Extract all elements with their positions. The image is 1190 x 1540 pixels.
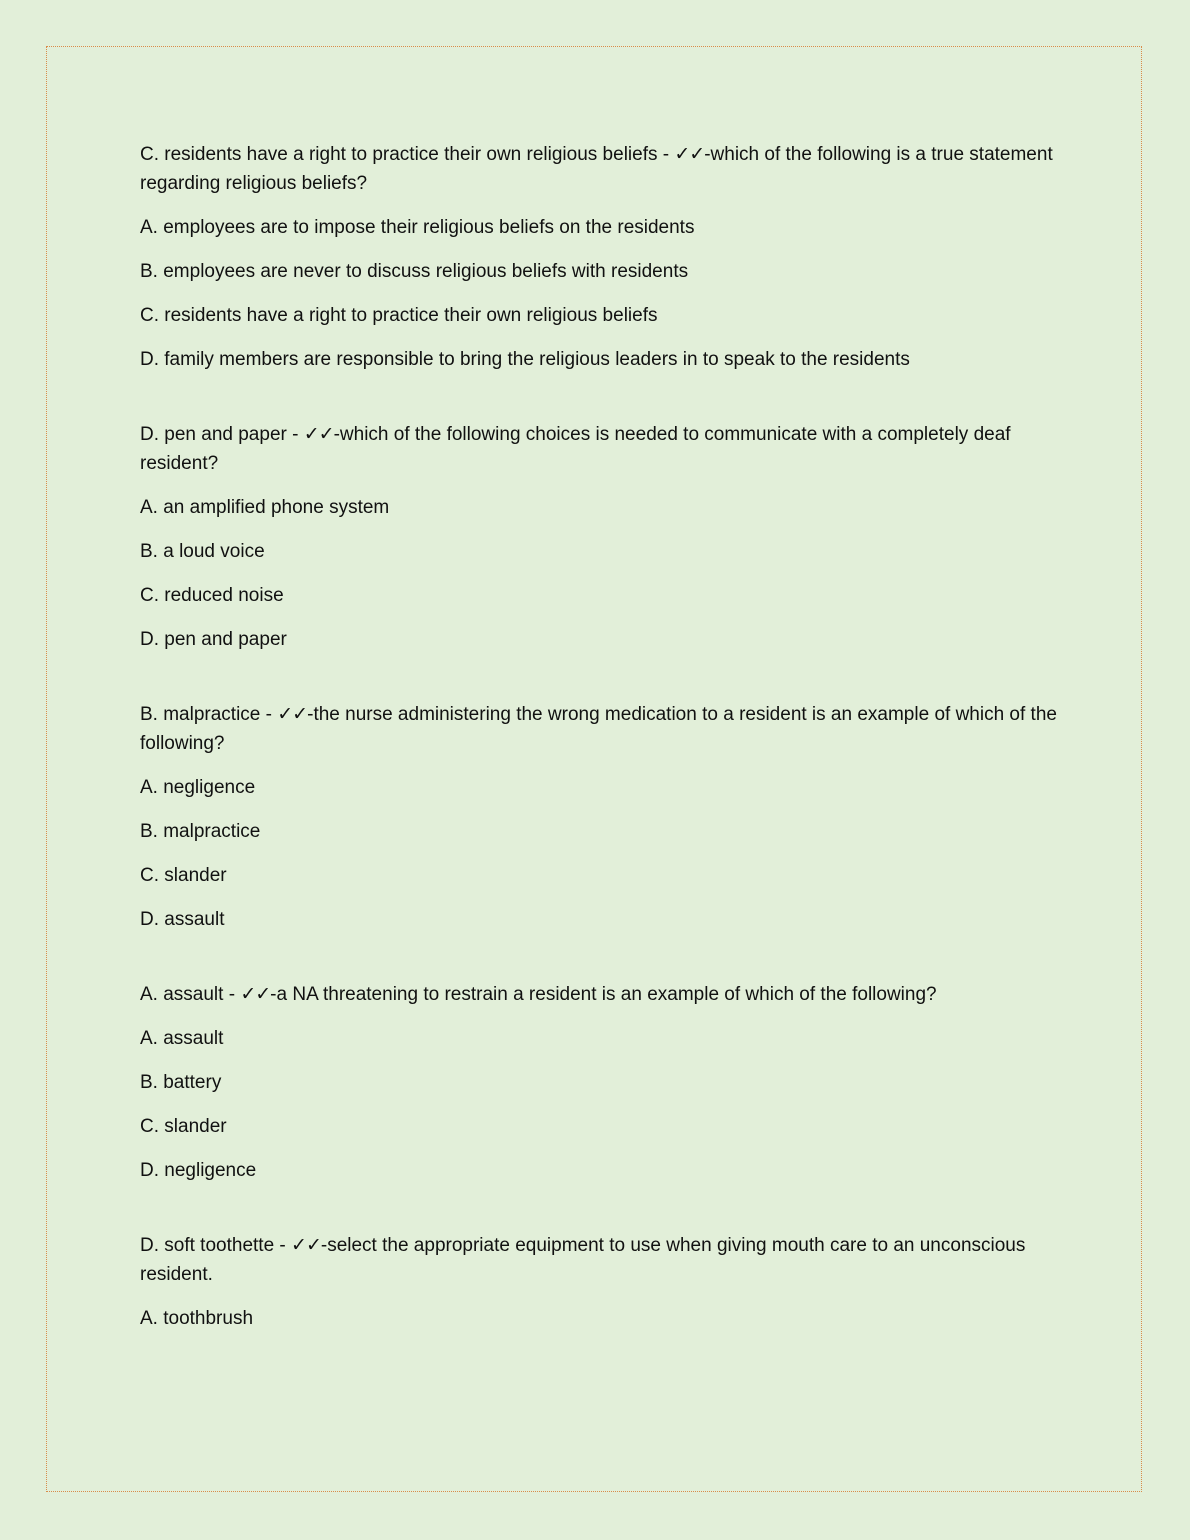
option-c: C. reduced noise: [140, 585, 284, 606]
option-b: B. malpractice: [140, 821, 261, 842]
question-line: D. pen and paper - ✓✓-which of the following choices is needed to communicate with a completely deaf resident?: [140, 424, 1011, 474]
option-c: C. slander: [140, 1116, 227, 1137]
question-line: D. soft toothette - ✓✓-select the appropriate equipment to use when giving mouth care to an unconscious resident.: [140, 1235, 1026, 1285]
answer-text: D. pen and paper: [140, 424, 287, 445]
option-b: B. employees are never to discuss religious beliefs with residents: [140, 261, 689, 282]
question-text: the nurse administering the wrong medication to a resident is an example of which of the following?: [140, 704, 1057, 754]
option-a: A. an amplified phone system: [140, 497, 390, 518]
option-a: A. toothbrush: [140, 1308, 254, 1329]
question-block: [140, 420, 1060, 654]
document-content: [140, 140, 1060, 1379]
question-text: select the appropriate equipment to use when giving mouth care to an unconscious resident.: [140, 1235, 1026, 1285]
question-text: which of the following choices is needed to communicate with a completely deaf resident?: [140, 424, 1011, 474]
question-text: a NA threatening to restrain a resident is an example of which of the following?: [276, 984, 937, 1005]
option-a: A. employees are to impose their religious beliefs on the residents: [140, 217, 695, 238]
option-c: C. residents have a right to practice their own religious beliefs: [140, 305, 658, 326]
question-line: A. assault - ✓✓-a NA threatening to restrain a resident is an example of which of the following?: [140, 984, 937, 1005]
option-c: C. slander: [140, 865, 227, 886]
double-check-icon: ✓✓: [674, 144, 705, 165]
answer-text: A. assault: [140, 984, 224, 1005]
double-check-icon: ✓✓: [277, 704, 308, 725]
option-a: A. assault: [140, 1028, 224, 1049]
question-line: C. residents have a right to practice their own religious beliefs - ✓✓-which of the following is a true statement regarding religious beliefs?: [140, 144, 1053, 194]
option-b: B. battery: [140, 1072, 222, 1093]
question-block: [140, 1231, 1060, 1333]
option-d: D. negligence: [140, 1160, 257, 1181]
question-block: [140, 140, 1060, 374]
option-b: B. a loud voice: [140, 541, 265, 562]
question-block: [140, 980, 1060, 1185]
double-check-icon: ✓✓: [303, 424, 334, 445]
answer-text: D. soft toothette: [140, 1235, 275, 1256]
answer-text: C. residents have a right to practice their own religious beliefs: [140, 144, 658, 165]
question-text: which of the following is a true statement regarding religious beliefs?: [140, 144, 1053, 194]
option-d: D. assault: [140, 909, 225, 930]
double-check-icon: ✓✓: [291, 1235, 321, 1256]
question-block: [140, 700, 1060, 934]
option-a: A. negligence: [140, 777, 256, 798]
double-check-icon: ✓✓: [240, 984, 271, 1005]
question-line: B. malpractice - ✓✓-the nurse administering the wrong medication to a resident is an example of which of the following?: [140, 704, 1057, 754]
option-d: D. family members are responsible to bring the religious leaders in to speak to the residents: [140, 349, 910, 370]
option-d: D. pen and paper: [140, 629, 287, 650]
answer-text: B. malpractice: [140, 704, 261, 725]
